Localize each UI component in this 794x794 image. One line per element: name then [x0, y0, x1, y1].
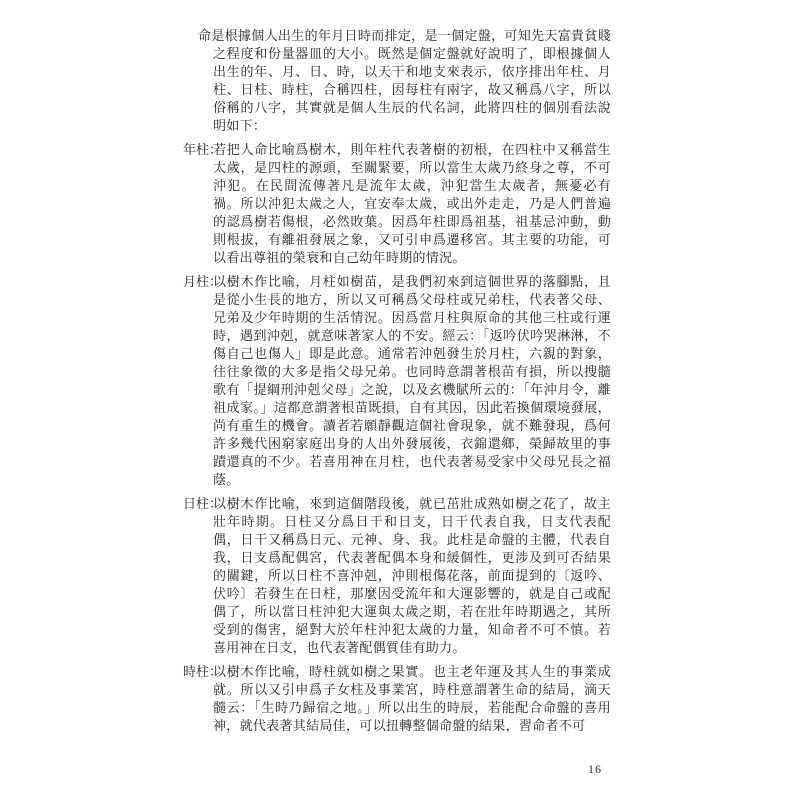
section-month-pillar [183, 273, 611, 489]
section-label-year-pillar: 年柱： [183, 142, 223, 157]
section-label-day-pillar: 日柱： [183, 496, 223, 511]
section-label-hour-pillar: 時柱： [183, 664, 223, 679]
section-text-day-pillar: 以樹木作比喻，來到這個階段後，就已茁壯成熟如樹之花了，故主壯年時期。日柱又分爲日干和日支，日干代表自我，日支代表配偶，日干又稱爲日元、元神、身、我。此柱是命盤的主體，代表自我，日支爲配偶宮，代表著配偶本身和緩個性，更涉及到可否結果的關鍵，所以日柱不喜沖剋，沖則根傷花落，前面提到的〔返吟、伏吟〕若發生在日柱，那麼因受流年和大運影響的，就是自己或配偶了，所以當日柱沖犯大運與太歲之期，若在壯年時期遇之，其所受到的傷害，絕對大於年柱沖犯太歲的力量，知命者不可不慎。若喜用神在日支，也代表著配偶質佳有助力。 [213, 496, 611, 655]
page-number: 16 [588, 762, 602, 776]
section-day-pillar [183, 495, 611, 657]
text-body [183, 27, 611, 735]
intro-paragraph: 命是根據個人出生的年月日時而排定，是一個定盤，可知先天富貴貧賤之程度和份量器皿的大小。既然是個定盤就好說明了，即根據個人出生的年、月、日、時，以天干和地支來表示，依序排出年柱、月柱、日柱、時柱，合稱四柱，因每柱有兩字，故又稱爲八字，所以俗稱的八字，其實就是個人生辰的代名詞，此將四柱的個別看法說明如下： [198, 28, 611, 133]
section-label-month-pillar: 月柱： [183, 274, 223, 289]
section-text-hour-pillar: 以樹木作比喻，時柱就如樹之果實。也主老年運及其人生的事業成就。所以又引申爲子女柱及事業宮，時柱意謂著生命的結局，滴天髓云：「生時乃歸宿之地。」所以出生的時辰，若能配合命盤的喜用神，就代表著其結局佳，可以扭轉整個命盤的結果，習命者不可 [213, 664, 611, 733]
section-hour-pillar [183, 663, 611, 735]
section-text-year-pillar: 若把人命比喻爲樹木，則年柱代表著樹的初根，在四柱中又稱當生太歲，是四柱的源頭，至關緊要，所以當生太歲乃終身之尊，不可沖犯。在民間流傳著凡是流年太歲，沖犯當生太歲者，無憂必有禍。所以沖犯太歲之人，宜安奉太歲，或出外走走，乃是人們普遍的認爲樹若傷根，必然敗葉。因爲年柱即爲祖基，祖基忌沖動，動則根拔，有離祖發展之象，又可引申爲遷移宮。其主要的功能，可以看出尊祖的榮衰和自己幼年時期的情況。 [213, 142, 611, 265]
section-text-month-pillar: 以樹木作比喻，月柱如樹苗，是我們初來到這個世界的落腳點，且是從小生長的地方，所以又可稱爲父母柱或兄弟柱，代表著父母、兄弟及少年時期的生活情況。因爲當月柱與原命的其他三柱或行運時，遇到沖剋，就意味著家人的不安。經云：「返吟伏吟哭淋淋，不傷自己也傷人」即是此意。通常若沖剋發生於月柱，六親的對象，往往象徵的大多是指父母兄弟。也同時意謂著根苗有損，所以搜髓歌有「提綱刑沖剋父母」之說，以及玄機賦所云的：「年沖月令，離祖成家。」這都意謂著根苗既損，自有其因，因此若換個環境發展，尚有重生的機會。讀者若願靜觀這個社會現象，就不難發現，爲何許多幾代困窮家庭出身的人出外發展後，衣錦還鄉，榮歸故里的事蹟還真的不少。若喜用神在月柱，也代表著易受家中父母兄長之福蔭。 [213, 274, 611, 487]
section-year-pillar [183, 141, 611, 267]
